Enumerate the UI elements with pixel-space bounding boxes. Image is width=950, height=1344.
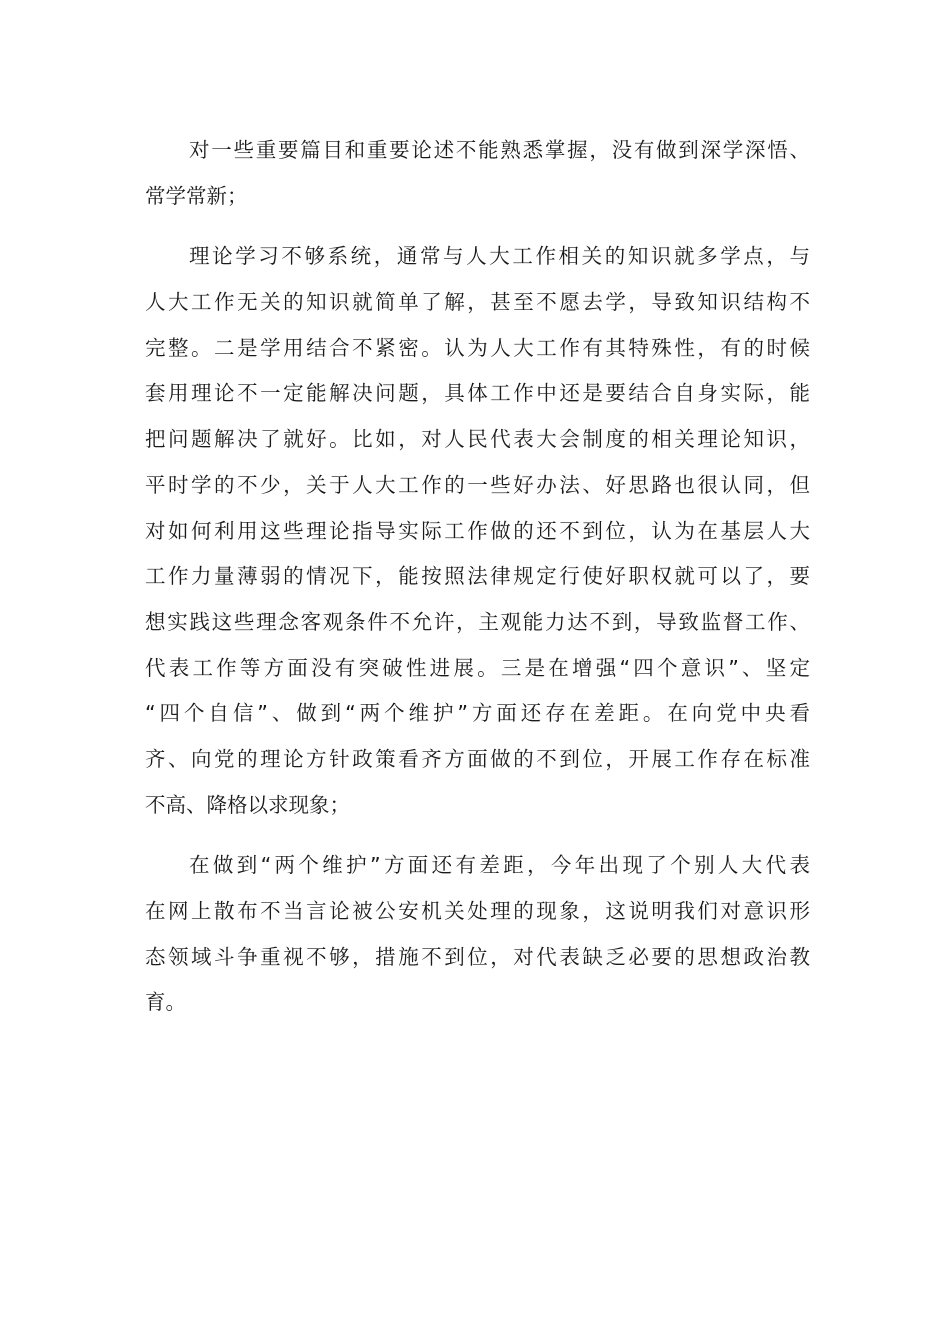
paragraph-line: 在网上散布不当言论被公安机关处理的现象，这说明我们对意识形 [145,899,810,923]
paragraph-line: 对一些重要篇目和重要论述不能熟悉掌握，没有做到深学深悟、 [189,138,810,162]
document-body [145,128,810,1041]
paragraph-line: 平时学的不少，关于人大工作的一些好办法、好思路也很认同，但 [145,472,810,497]
paragraph-line: 想实践这些理念客观条件不允许，主观能力达不到，导致监督工作、 [145,609,810,634]
paragraph-line: 育。 [145,990,186,1015]
paragraph-line: 把问题解决了就好。比如，对人民代表大会制度的相关理论知识， [145,427,810,452]
paragraph-line: 套用理论不一定能解决问题，具体工作中还是要结合自身实际，能 [145,381,810,406]
paragraph-line: 态领域斗争重视不够，措施不到位，对代表缺乏必要的思想政治教 [145,944,810,969]
paragraph-line: “四个自信”、做到“两个维护”方面还存在差距。在向党中央看 [145,701,810,726]
paragraph-line: 常学常新； [145,183,248,208]
paragraph-line: 理论学习不够系统，通常与人大工作相关的知识就多学点，与 [189,244,810,269]
paragraph-line: 工作力量薄弱的情况下，能按照法律规定行使好职权就可以了，要 [145,564,810,589]
paragraph-3 [145,843,810,1026]
paragraph-line: 不高、降格以求现象； [145,792,350,817]
paragraph-line: 对如何利用这些理论指导实际工作做的还不到位，认为在基层人大 [145,518,810,543]
paragraph-line: 齐、向党的理论方针政策看齐方面做的不到位，开展工作存在标准 [145,746,810,771]
paragraph-line: 代表工作等方面没有突破性进展。三是在增强“四个意识”、坚定 [145,655,810,680]
paragraph-line: 人大工作无关的知识就简单了解，甚至不愿去学，导致知识结构不 [145,290,810,315]
paragraph-2 [145,234,810,828]
paragraph-line: 完整。二是学用结合不紧密。认为人大工作有其特殊性，有的时候 [145,335,810,360]
paragraph-line: 在做到“两个维护”方面还有差距，今年出现了个别人大代表 [189,853,810,878]
paragraph-1 [145,128,810,219]
